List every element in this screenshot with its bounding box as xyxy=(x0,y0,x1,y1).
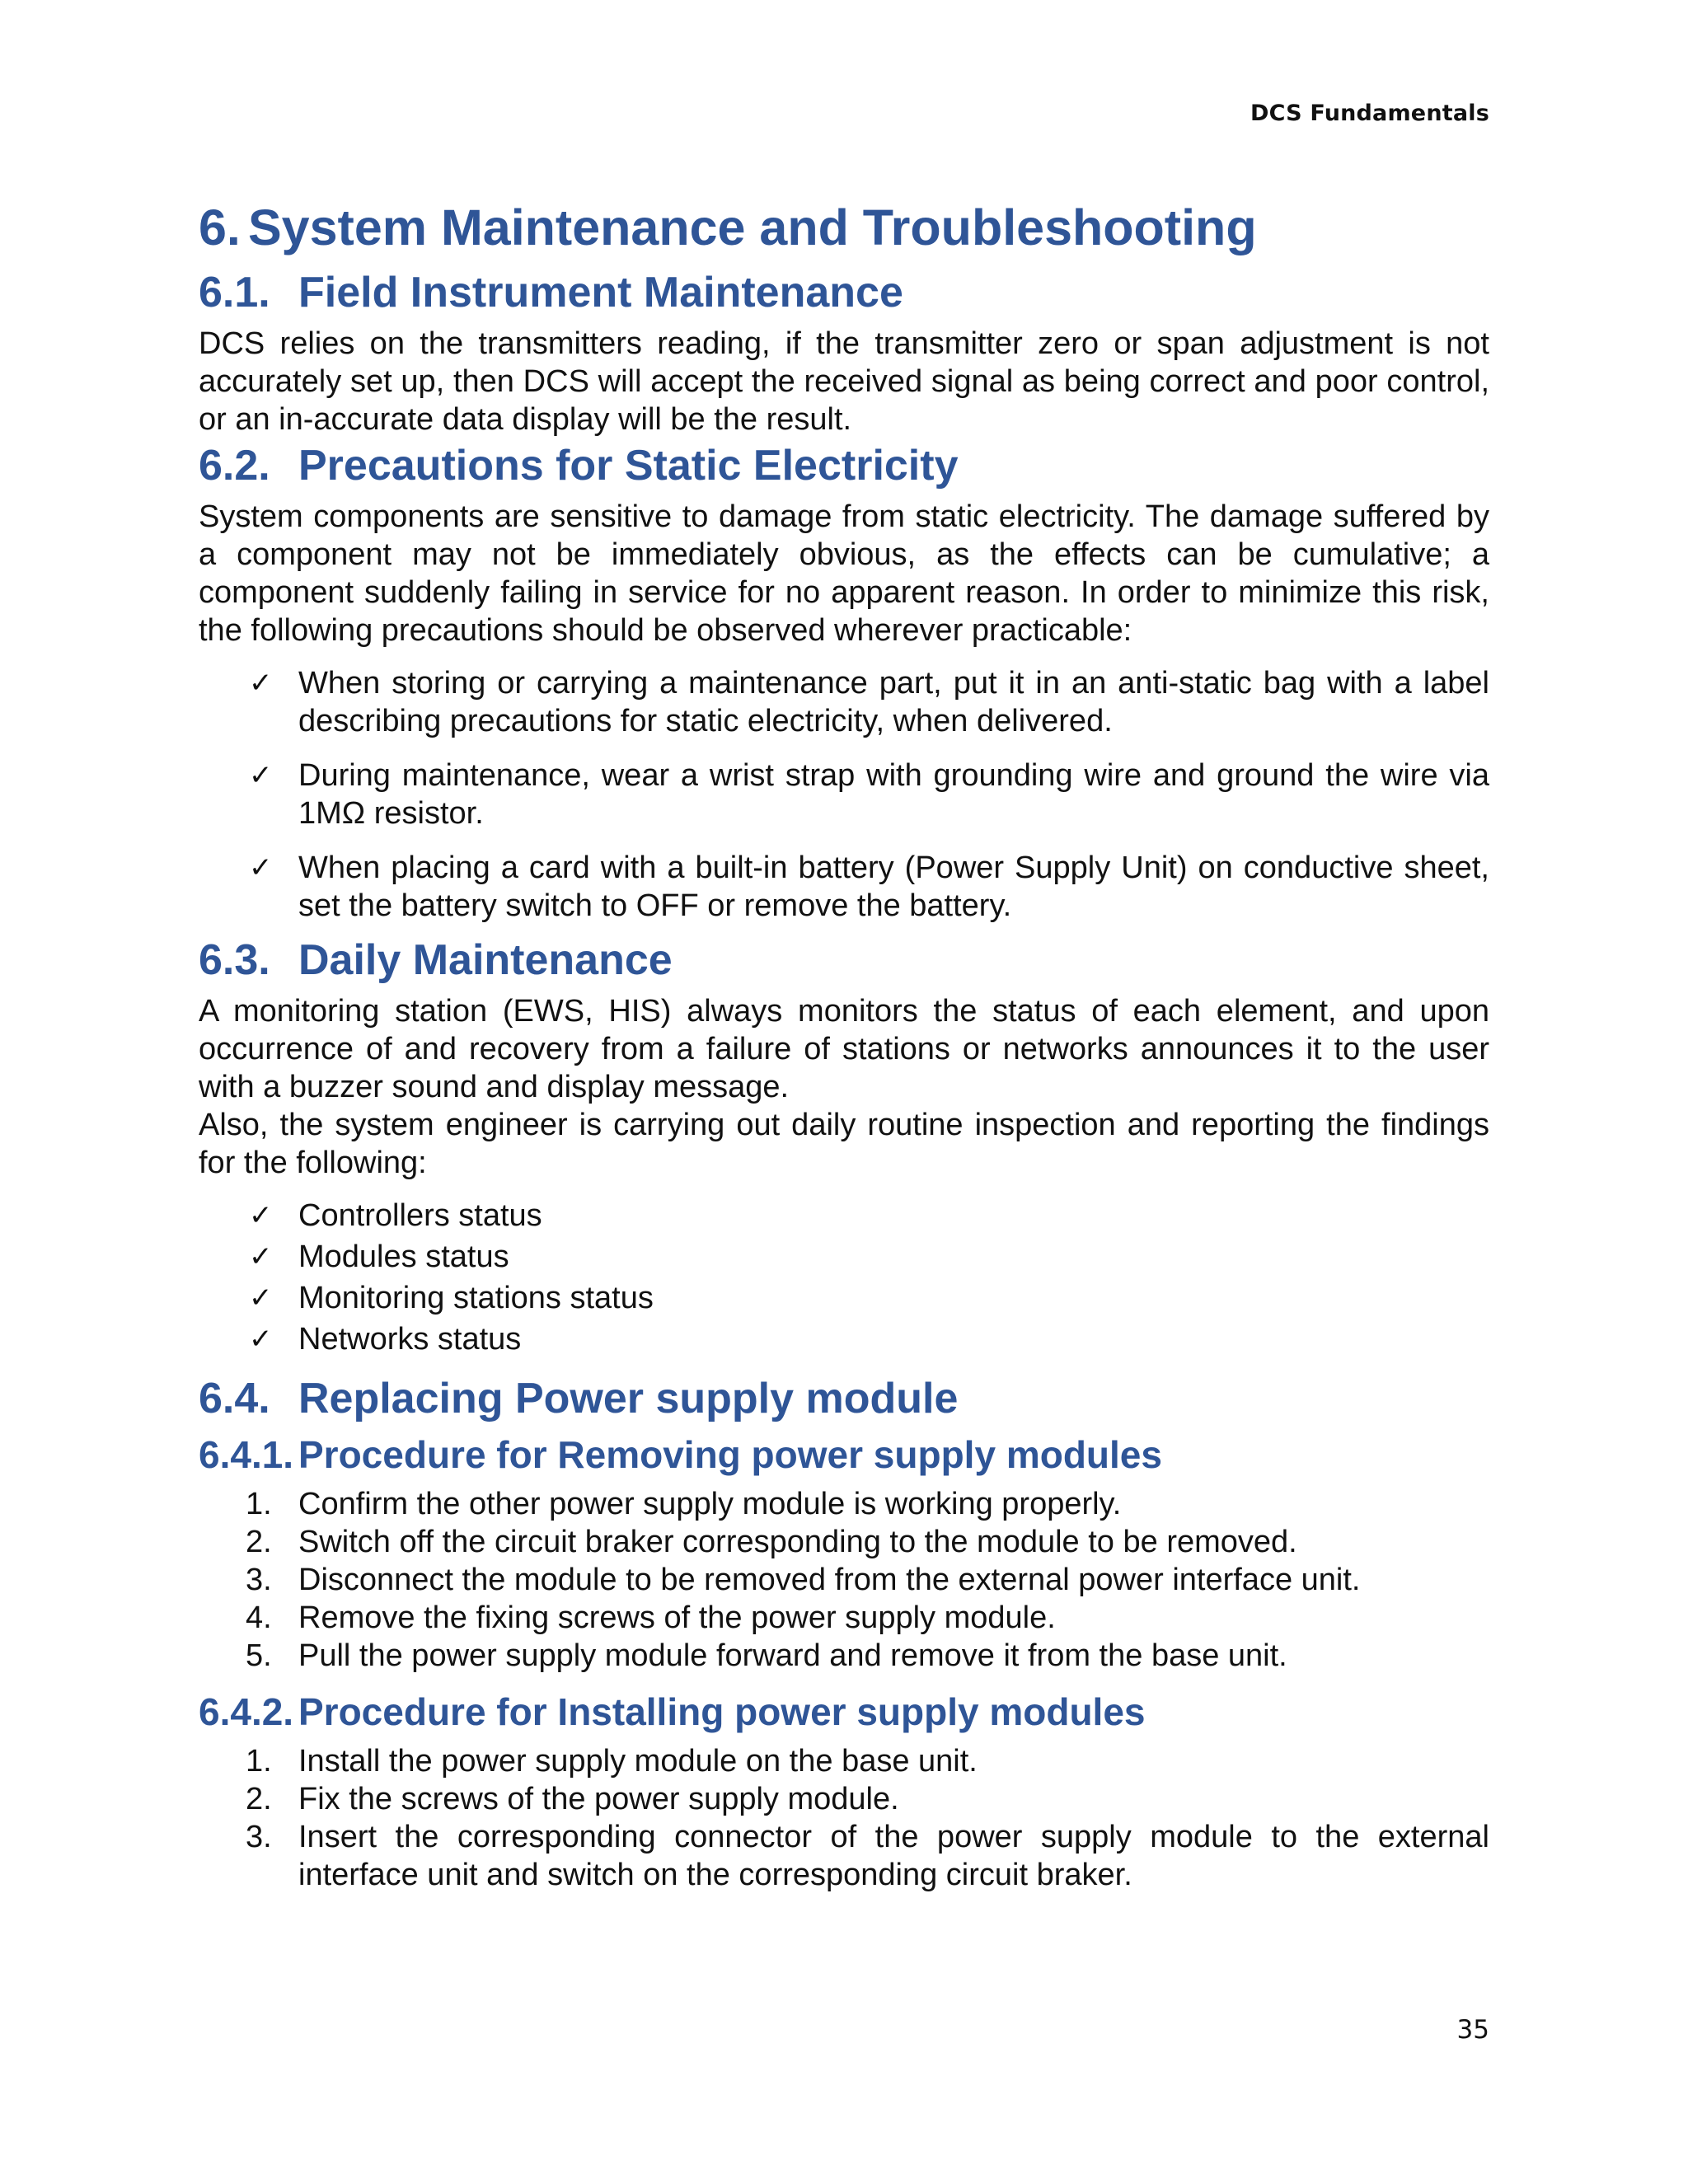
section-number: 6.2. xyxy=(199,442,270,490)
chapter-heading xyxy=(199,194,1489,260)
list-item: ✓ Controllers status xyxy=(249,1198,542,1233)
running-header: DCS Fundamentals xyxy=(1250,101,1489,126)
list-item: ✓ Monitoring stations status xyxy=(249,1281,654,1315)
subsection-title: Procedure for Installing power supply modules xyxy=(298,1690,1146,1733)
subsection-number: 6.4.2. xyxy=(199,1690,294,1733)
list-item: 3. Insert the corresponding connector of the power supply module to the external interface unit and switch on the corresponding circuit braker. xyxy=(246,1820,1489,1892)
section-number: 6.4. xyxy=(199,1375,270,1422)
paragraph-daily-maintenance: A monitoring station (EWS, HIS) always monitors the status of each element, and upon occurrence of and recovery from a failure of stations or networks announces it to the user with a buzzer sound and display message. xyxy=(199,994,1489,1104)
chapter-title: System Maintenance and Troubleshooting xyxy=(248,199,1257,255)
section-heading-6-4 xyxy=(199,1371,1489,1426)
checkmark-icon: ✓ xyxy=(249,667,273,700)
section-title: Field Instrument Maintenance xyxy=(298,269,903,316)
inspection-list xyxy=(199,1197,1489,1358)
section-title: Daily Maintenance xyxy=(298,936,673,984)
checkmark-icon: ✓ xyxy=(249,851,273,884)
paragraph-field-instrument: DCS relies on the transmitters reading, if the transmitter zero or span adjustment is not accurately set up, then DCS will accept the received signal as being correct and poor control, or an in-accurate data display will be the result. xyxy=(199,326,1489,437)
page-number: 35 xyxy=(1456,2015,1489,2045)
subsection-heading-6-4-2 xyxy=(199,1688,1489,1736)
list-item: ✓ During maintenance, wear a wrist strap with grounding wire and ground the wire via 1MΩ resistor. xyxy=(249,758,1489,831)
section-number: 6.1. xyxy=(199,269,270,316)
section-heading-6-3 xyxy=(199,933,1489,987)
list-item: ✓ When storing or carrying a maintenance part, put it in an anti-static bag with a label describing precautions for static electricity, when delivered. xyxy=(249,666,1489,738)
list-item: 4. Remove the fixing screws of the power supply module. xyxy=(246,1601,1056,1635)
static-precautions-list xyxy=(199,664,1489,925)
list-item: 1. Install the power supply module on the base unit. xyxy=(246,1744,978,1779)
list-item: 3. Disconnect the module to be removed from the external power interface unit. xyxy=(246,1563,1361,1597)
installation-steps-list xyxy=(199,1742,1489,1894)
list-item: ✓ Modules status xyxy=(249,1240,509,1274)
removal-steps-list xyxy=(199,1485,1489,1675)
paragraph-daily-inspection: Also, the system engineer is carrying out daily routine inspection and reporting the findings for the following: xyxy=(199,1108,1489,1180)
list-item: 5. Pull the power supply module forward and remove it from the base unit. xyxy=(246,1638,1287,1673)
subsection-number: 6.4.1. xyxy=(199,1433,294,1476)
chapter-number: 6. xyxy=(199,199,241,255)
checkmark-icon: ✓ xyxy=(249,1323,273,1356)
checkmark-icon: ✓ xyxy=(249,759,273,792)
list-item: ✓ Networks status xyxy=(249,1322,522,1357)
section-number: 6.3. xyxy=(199,936,270,984)
subsection-heading-6-4-1 xyxy=(199,1431,1489,1479)
list-item: 2. Switch off the circuit braker corresponding to the module to be removed. xyxy=(246,1525,1297,1559)
list-item: ✓ When placing a card with a built-in battery (Power Supply Unit) on conductive sheet, set the battery switch to OFF or remove the battery. xyxy=(249,851,1489,923)
paragraph-static-electricity: System components are sensitive to damage from static electricity. The damage suffered by a component may not be immediately obvious, as the effects can be cumulative; a component suddenly failing in service for no apparent reason. In order to minimize this risk, the following precautions should be observed wherever practicable: xyxy=(199,499,1489,648)
section-heading-6-1 xyxy=(199,265,1489,320)
section-title: Precautions for Static Electricity xyxy=(298,442,959,490)
checkmark-icon: ✓ xyxy=(249,1199,273,1232)
section-title: Replacing Power supply module xyxy=(298,1375,959,1422)
section-heading-6-2 xyxy=(199,438,1489,493)
checkmark-icon: ✓ xyxy=(249,1282,273,1315)
checkmark-icon: ✓ xyxy=(249,1240,273,1273)
page-content xyxy=(199,194,1489,1894)
list-item: 1. Confirm the other power supply module is working properly. xyxy=(246,1487,1122,1521)
list-item: 2. Fix the screws of the power supply module. xyxy=(246,1782,899,1816)
subsection-title: Procedure for Removing power supply modules xyxy=(298,1433,1162,1476)
